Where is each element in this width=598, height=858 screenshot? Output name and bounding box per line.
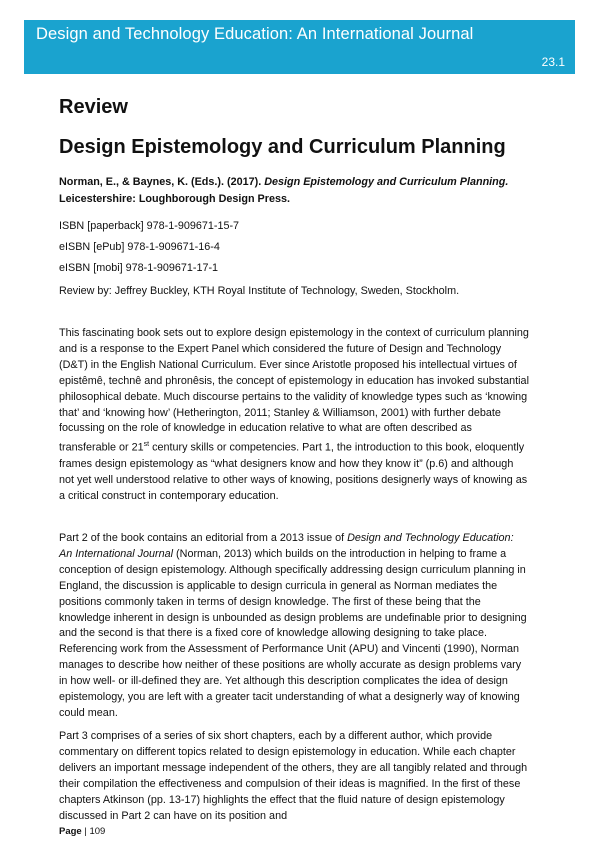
citation-publisher: Leicestershire: Loughborough Design Press.: [59, 193, 290, 205]
review-heading: Review: [59, 96, 128, 118]
isbn-mobi: eISBN [mobi] 978-1-909671-17-1: [59, 262, 219, 274]
citation-authors: Norman, E., & Baynes, K. (Eds.). (2017).: [59, 176, 265, 188]
paragraph-2-text-a: Part 2 of the book contains an editorial from a 2013 issue of: [59, 532, 348, 544]
page-footer: [59, 826, 105, 837]
footer-separator: |: [81, 826, 90, 837]
paragraph-1-text-a: This fascinating book sets out to explore design epistemology in the context of curriculum planning and is a response to the Expert Panel which considered the future of Design and Technology (D&T) in the English National Curriculum. Ever since Aristotle proposed his intellectual virtues of epistêmê, technê and phronêsis, the concept of epistemology in education has invoked substantial philosophical debate. Much discourse pertains to the validity of knowledge types such as ‘knowing that’ and ‘knowing how’ (Hetherington, 2011; Stanley & Williamson, 2001) with further debate focussing on the role of knowledge in education relative to what are often described as transferable or 21: [59, 327, 529, 454]
paragraph-2-journal-name: Design and Technology Education: An International Journal: [59, 532, 514, 560]
paragraph-1-superscript: st: [143, 441, 150, 449]
journal-title: Design and Technology Education: An International Journal: [36, 25, 474, 43]
issue-number: 23.1: [541, 55, 565, 69]
isbn-paperback: ISBN [paperback] 978-1-909671-15-7: [59, 220, 240, 232]
paragraph-3: Part 3 comprises of a series of six short chapters, each by a different author, which provide commentary on different topics related to design epistemology in education. While each chapter delivers an important message independent of the others, they are all tangibly related and through their compilation the effectiveness and compulsion of their ideas is magnified. In the first of these chapters Atkinson (pp. 13-17) highlights the effect that the fluid nature of design epistemology discussed in Part 2 can have on its position and: [59, 730, 528, 822]
book-citation: [59, 174, 529, 208]
reviewer-line: Review by: Jeffrey Buckley, KTH Royal Institute of Technology, Sweden, Stockholm.: [59, 285, 460, 297]
journal-header-banner: [24, 20, 575, 74]
paragraph-1: [59, 326, 529, 505]
isbn-epub: eISBN [ePub] 978-1-909671-16-4: [59, 241, 220, 253]
footer-page-number: 109: [89, 826, 106, 837]
book-title-heading: Design Epistemology and Curriculum Planning: [59, 136, 506, 158]
paragraph-2: [59, 531, 529, 722]
footer-page-label: Page: [59, 826, 82, 837]
citation-title: Design Epistemology and Curriculum Planning.: [264, 176, 509, 188]
paragraph-1-text-b: century skills or competencies. Part 1, the introduction to this book, eloquently frames design epistemology as “what designers know and how they know it” (p.6) and although not yet well understood relative to other ways of knowing, positions designerly ways of knowing as a critical construct in contemporary education.: [59, 441, 528, 502]
paragraph-2-text-b: (Norman, 2013) which builds on the introduction in helping to frame a conception of design epistemology. Although specifically addressing design curriculum planning in England, the discussion is applicable to design curricula in general as Norman mediates the positions commonly taken in terms of design knowledge. The first of these being that the knowledge inherent in design is unbounded as design problems are undefinable prior to designing and the second is that there is a fixed core of knowledge allowing designing to take place. Referencing work from the Assessment of Performance Unit (APU) and Vincenti (1990), Norman manages to describe how neither of these positions are wholly accurate as design problems vary in how well- or ill-defined they are. Yet although this description complicates the idea of design epistemology, you are left with a greater tacit understanding of what a designerly way of knowing could mean.: [59, 547, 527, 719]
